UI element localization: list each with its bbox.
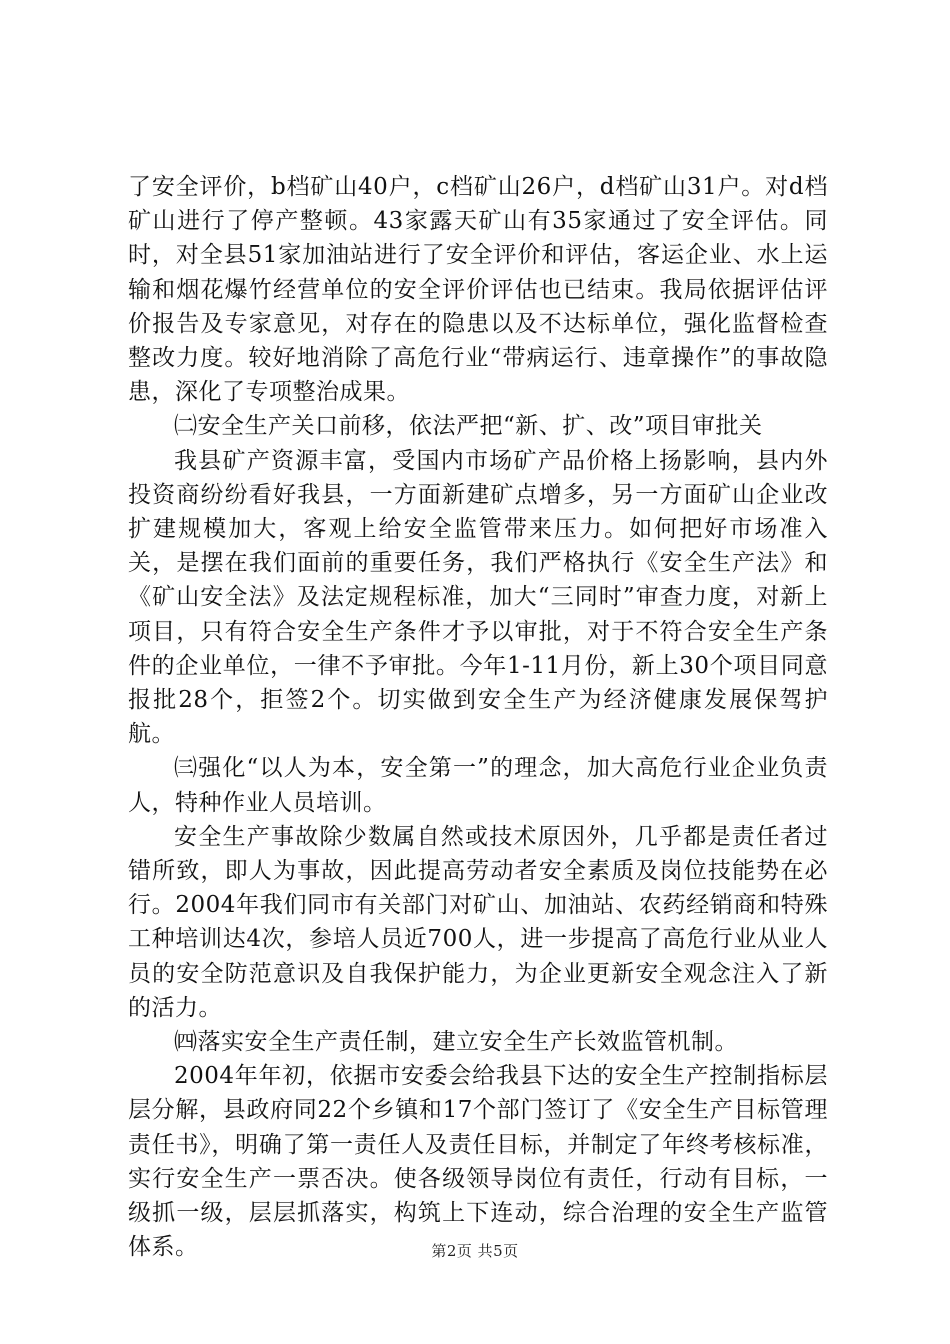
- heading-project-approval: ㈡安全生产关口前移，依法严把“新、扩、改”项目审批关: [174, 413, 763, 440]
- heading-responsibility-system: ㈣落实安全生产责任制，建立安全生产长效监管机制。: [174, 1029, 738, 1056]
- page-footer: 第2页 共5页: [431, 1242, 519, 1260]
- document-body: [128, 170, 828, 1265]
- heading-personnel-training: ㈢强化“以人为本，安全第一”的理念，加大高危行业企业负责人，特种作业人员培训。: [128, 755, 828, 816]
- paragraph-training-results: 安全生产事故除少数属自然或技术原因外，几乎都是责任者过错所致，即人为事故，因此提高劳动者安全素质及岗位技能势在必行。2004年我们同市有关部门对矿山、加油站、农药经销商和特殊工种培训达4次，参培人员近700人，进一步提高了高危行业从业人员的安全防范意识及自我保护能力，为企业更新安全观念注入了新的活力。: [128, 823, 828, 1021]
- paragraph-market-access: 我县矿产资源丰富，受国内市场矿产品价格上扬影响，县内外投资商纷纷看好我县，一方面新建矿点增多，另一方面矿山企业改扩建规模加大，客观上给安全监管带来压力。如何把好市场准入关，是摆在我们面前的重要任务，我们严格执行《安全生产法》和《矿山安全法》及法定规程标准，加大“三同时”审查力度，对新上项目，只有符合安全生产条件才予以审批，对于不符合安全生产条件的企业单位，一律不予审批。今年1-11月份，新上30个项目同意报批28个，拒签2个。切实做到安全生产为经济健康发展保驾护航。: [128, 447, 828, 748]
- paragraph-assessment-results: 了安全评价，b档矿山40户，c档矿山26户，d档矿山31户。对d档矿山进行了停产整顿。43家露天矿山有35家通过了安全评估。同时，对全县51家加油站进行了安全评价和评估，客运企业、水上运输和烟花爆竹经营单位的安全评价评估也已结束。我局依据评估评价报告及专家意见，对存在的隐患以及不达标单位，强化监督检查整改力度。较好地消除了高危行业“带病运行、违章操作”的事故隐患，深化了专项整治成果。: [128, 174, 828, 406]
- paragraph-responsibility-details: 2004年年初，依据市安委会给我县下达的安全生产控制指标层层分解，县政府同22个乡镇和17个部门签订了《安全生产目标管理责任书》，明确了第一责任人及责任目标，并制定了年终考核标准，实行安全生产一票否决。使各级领导岗位有责任，行动有目标，一级抓一级，层层抓落实，构筑上下连动，综合治理的安全生产监管体系。: [128, 1063, 828, 1261]
